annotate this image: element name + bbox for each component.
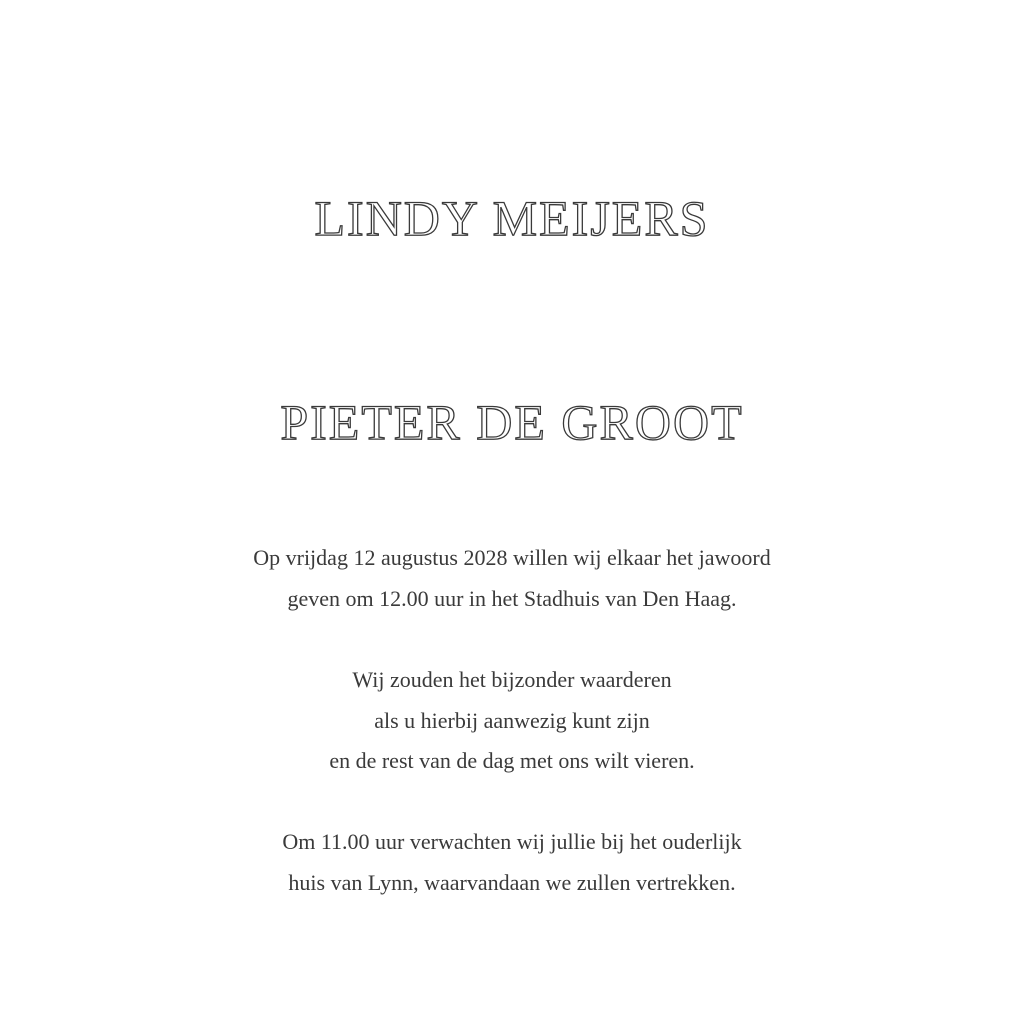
ceremony-line: geven om 12.00 uur in het Stadhuis van Den Haag. bbox=[287, 585, 737, 611]
departure-line: Om 11.00 uur verwachten wij jullie bij het ouderlijk bbox=[282, 829, 742, 854]
departure-line: huis van Lynn, waarvandaan we zullen vertrekken. bbox=[288, 869, 736, 895]
invitation-line: en de rest van de dag met ons wilt vieren. bbox=[329, 748, 695, 773]
invitation-line: als u hierbij aanwezig kunt zijn bbox=[374, 707, 650, 733]
partner-2-name: PIETER DE GROOT bbox=[280, 394, 744, 450]
departure-paragraph bbox=[0, 822, 1024, 903]
ceremony-line: Op vrijdag 12 augustus 2028 willen wij elkaar het jawoord bbox=[253, 545, 771, 570]
partner-1-name: LINDY MEIJERS bbox=[314, 190, 710, 246]
ceremony-paragraph bbox=[0, 538, 1024, 619]
invitation-line: Wij zouden het bijzonder waarderen bbox=[352, 667, 672, 692]
invitation-paragraph bbox=[0, 660, 1024, 782]
